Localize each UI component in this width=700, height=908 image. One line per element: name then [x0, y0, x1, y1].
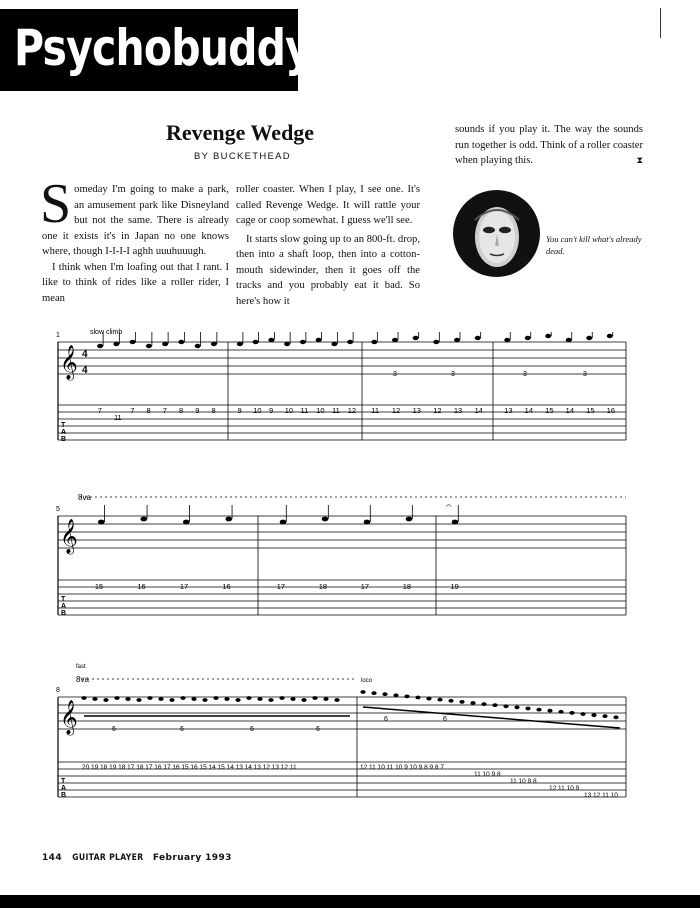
page-number: 144: [42, 853, 62, 863]
notehead: [140, 517, 147, 522]
tab-number: 7: [162, 406, 167, 415]
tab-number: 12: [433, 406, 442, 415]
sextuplet-label: 6: [180, 726, 184, 733]
tab-numbers-system-2: [95, 582, 459, 591]
notehead: [586, 336, 592, 340]
tab-letter: A: [61, 603, 67, 610]
department-banner: [0, 9, 312, 91]
tab-number: 12: [391, 406, 401, 415]
tab-letter: B: [61, 436, 67, 443]
article-column-2: [236, 182, 420, 309]
notehead: [211, 342, 217, 346]
notehead: [114, 696, 119, 700]
paragraph: roller coaster. When I play, I see one. It's called Revenge Wedge. It will rattle your cage or coop somewhat. I guess we'll see.: [236, 184, 420, 226]
notehead: [433, 340, 439, 344]
notehead: [607, 334, 613, 338]
tab-number: 8: [178, 406, 184, 415]
tab-number: 9: [237, 406, 242, 415]
notehead: [178, 340, 184, 344]
tablature-notation: [0, 320, 700, 810]
notehead: [475, 336, 481, 340]
notehead: [580, 712, 585, 716]
notehead: [257, 697, 262, 701]
ottava-marking: 8va: [78, 493, 91, 502]
tab-number: 15: [545, 406, 554, 415]
paragraph: It starts slow going up to an 800-ft. drop, then into a shaft loop, then into a cotton-mouth sidewinder, then it goes off the tracks and you probably eat it bad. So here's how it: [236, 233, 420, 307]
notehead: [323, 697, 328, 701]
article-column-1: [40, 173, 229, 306]
notehead: [591, 713, 596, 717]
notehead: [613, 715, 618, 719]
notehead: [224, 697, 229, 701]
notehead: [162, 342, 168, 346]
notehead: [392, 338, 398, 342]
notehead: [452, 520, 459, 525]
notehead: [125, 697, 130, 701]
notehead: [569, 711, 574, 715]
notehead: [301, 698, 306, 702]
notehead: [371, 340, 377, 344]
notehead: [371, 691, 376, 695]
tab-run: 11 10 9 8: [474, 771, 501, 778]
notehead: [437, 698, 442, 702]
notehead: [268, 338, 274, 342]
tab-letter: T: [61, 596, 66, 603]
tab-number: 13: [453, 406, 463, 415]
notehead: [415, 696, 420, 700]
tuplet-label: 3: [583, 371, 587, 378]
notehead: [504, 338, 510, 342]
tab-letter: B: [61, 792, 67, 799]
tab-number: 11: [300, 406, 309, 415]
beam: [363, 707, 620, 728]
department-title: Psychobuddy: [14, 19, 312, 77]
notehead: [331, 342, 337, 346]
notehead: [360, 690, 365, 694]
notehead: [191, 697, 196, 701]
notehead: [98, 520, 105, 525]
drop-cap: S: [40, 173, 72, 235]
notehead: [280, 520, 287, 525]
notehead: [602, 714, 607, 718]
paragraph: sounds if you play it. The way the sounds run together is odd. Think of a roller coaster when playing this.: [455, 124, 643, 166]
tab-number: 14: [565, 406, 575, 415]
notehead: [470, 701, 475, 705]
byline: BY BUCKETHEAD: [194, 151, 291, 162]
tab-number: 15: [586, 406, 595, 415]
notehead: [492, 703, 497, 707]
notehead: [316, 338, 322, 342]
page-footer: [42, 853, 232, 863]
measure-number: 8: [56, 687, 60, 694]
sextuplet-label: 6: [443, 716, 447, 723]
buckethead-mask-photo: [453, 190, 540, 277]
tab-number: 12: [347, 406, 357, 415]
measure-number: 5: [56, 506, 60, 513]
notehead: [237, 342, 243, 346]
notehead: [566, 338, 572, 342]
notehead: [547, 709, 552, 713]
issue-date: February 1993: [152, 853, 232, 863]
notehead: [536, 708, 541, 712]
notehead: [503, 704, 508, 708]
notehead: [404, 695, 409, 699]
notehead: [169, 698, 174, 702]
notehead: [158, 697, 163, 701]
notehead: [558, 710, 563, 714]
tab-number: 13: [412, 406, 421, 415]
notehead: [322, 517, 329, 522]
notehead: [334, 698, 339, 702]
notehead: [290, 697, 295, 701]
tab-number: 8: [211, 406, 216, 415]
tab-number: 17: [276, 582, 286, 591]
paragraph: I think when I'm loafing out that I rant. I like to think of rides like a roller rider, I mean: [42, 261, 229, 304]
tab-letter: B: [61, 610, 67, 617]
crop-mark: [660, 8, 663, 38]
noteheads-system-1: [97, 332, 613, 348]
notehead: [225, 517, 232, 522]
bottom-rule: [0, 895, 700, 908]
treble-clef-icon: 𝄞: [60, 701, 78, 734]
tempo-marking: fast: [76, 664, 86, 670]
tab-letter: A: [61, 785, 67, 792]
notehead: [81, 696, 86, 700]
tab-letter: A: [61, 429, 67, 436]
notehead: [268, 698, 273, 702]
tab-number: 8: [146, 406, 151, 415]
tab-run: 11 10 9 8: [510, 778, 537, 785]
tab-number: 11: [113, 413, 122, 422]
tab-number: 17: [360, 582, 370, 591]
notehead: [300, 340, 306, 344]
tab-number: 7: [97, 406, 102, 415]
notehead: [347, 340, 353, 344]
notehead: [525, 707, 530, 711]
sextuplet-label: 6: [112, 726, 116, 733]
tab-number: 16: [606, 406, 616, 415]
ottava-marking: 8va: [76, 675, 89, 684]
tab-number: 11: [371, 406, 380, 415]
notehead: [413, 336, 419, 340]
fermata-icon: 𝄐: [446, 501, 452, 512]
tab-number: 9: [269, 406, 274, 415]
sextuplet-label: 6: [384, 716, 388, 723]
notehead: [459, 700, 464, 704]
notehead: [545, 334, 551, 338]
notehead: [448, 699, 453, 703]
notehead: [454, 338, 460, 342]
notehead: [312, 696, 317, 700]
tempo-marking: slow climb: [90, 329, 123, 336]
tab-numbers-system-1: [98, 406, 615, 422]
end-mark: ⧗: [636, 155, 643, 165]
notehead: [130, 340, 136, 344]
article-column-3: [455, 122, 643, 169]
notehead: [514, 706, 519, 710]
tab-run: 12 11 10 11 10 9 10 9 8 9 8 7: [360, 764, 444, 771]
article-title: Revenge Wedge: [166, 120, 315, 145]
sextuplet-label: 6: [250, 726, 254, 733]
notehead: [195, 344, 201, 348]
tab-number: 10: [284, 406, 294, 415]
notehead: [393, 693, 398, 697]
tab-number: 14: [474, 406, 483, 415]
notehead: [202, 698, 207, 702]
notehead: [113, 342, 119, 346]
tab-number: 16: [222, 582, 231, 591]
tab-letter: T: [61, 778, 66, 785]
notehead: [103, 698, 108, 702]
tab-number: 10: [253, 406, 262, 415]
tab-run: 20 19 18 19 18 17 18 17 16 17 16 15 16 15 14 15 14 13 14 13 12 13 12 11: [82, 764, 297, 771]
notehead: [147, 696, 152, 700]
tuplet-label: 3: [393, 371, 397, 378]
measure-number: 1: [56, 332, 60, 339]
notehead: [382, 692, 387, 696]
tab-number: 14: [524, 406, 534, 415]
notehead: [481, 702, 486, 706]
photo-caption: You can't kill what's already dead.: [546, 234, 642, 256]
tab-number: 13: [504, 406, 513, 415]
treble-clef-icon: 𝄞: [60, 346, 78, 379]
notehead: [180, 696, 185, 700]
notehead: [284, 342, 290, 346]
tab-number: 7: [130, 406, 135, 415]
tab-number: 19: [450, 582, 459, 591]
tab-run: 13 12 11 10: [584, 792, 618, 799]
notehead: [246, 696, 251, 700]
notehead: [97, 344, 103, 348]
sextuplet-label: 6: [316, 726, 320, 733]
notehead: [136, 698, 141, 702]
tab-number: 18: [402, 582, 412, 591]
notehead: [253, 340, 259, 344]
time-signature-top: 4: [82, 349, 88, 360]
notehead: [525, 336, 531, 340]
notehead: [406, 517, 413, 522]
notehead: [426, 697, 431, 701]
tab-run: 12 11 10 9: [549, 785, 580, 792]
tab-number: 15: [94, 582, 104, 591]
treble-clef-icon: 𝄞: [60, 520, 78, 553]
notehead: [364, 520, 371, 525]
magazine-name: GUITAR PLAYER: [71, 853, 144, 863]
tuplet-label: 3: [523, 371, 527, 378]
tab-number: 16: [137, 582, 146, 591]
time-signature-bottom: 4: [82, 365, 88, 376]
notehead: [146, 344, 152, 348]
tab-number: 17: [179, 582, 189, 591]
notehead: [279, 696, 284, 700]
tab-number: 11: [332, 406, 340, 415]
tab-number: 18: [318, 582, 328, 591]
noteheads-system-3: [81, 690, 620, 728]
notehead: [213, 696, 218, 700]
notehead: [183, 520, 190, 525]
tab-number: 9: [195, 406, 200, 415]
noteheads-system-2: [98, 505, 458, 524]
notehead: [235, 698, 240, 702]
paragraph: omeday I'm going to make a park, an amusement park like Disneyland but not the same. There is already one it exists it's in Japan no one knows where, though I-I-I-I aghh uuuhuuugh.: [42, 184, 229, 257]
tab-number: 10: [316, 406, 325, 415]
tab-letter: T: [61, 422, 66, 429]
notehead: [92, 697, 97, 701]
tuplet-label: 3: [451, 371, 455, 378]
loco-marking: loco: [361, 678, 373, 684]
